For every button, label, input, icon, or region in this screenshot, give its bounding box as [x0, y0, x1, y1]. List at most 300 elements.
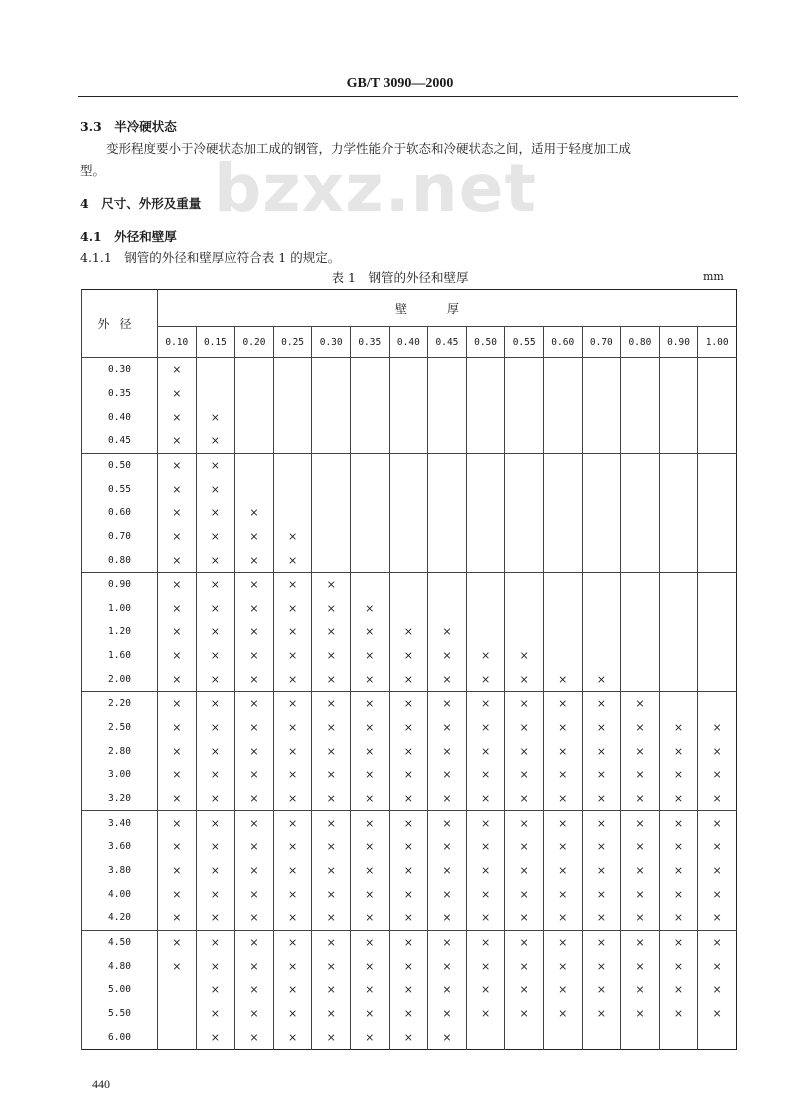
- availability-mark: ×: [505, 716, 544, 740]
- empty-cell: [273, 358, 312, 382]
- availability-mark: ×: [158, 644, 197, 668]
- table-row: [82, 882, 737, 906]
- availability-mark: ×: [505, 882, 544, 906]
- empty-cell: [659, 620, 698, 644]
- empty-cell: [312, 405, 351, 429]
- empty-cell: [428, 477, 467, 501]
- availability-mark: ×: [389, 978, 428, 1002]
- empty-cell: [350, 572, 389, 596]
- empty-cell: [466, 596, 505, 620]
- availability-mark: ×: [196, 978, 235, 1002]
- availability-mark: ×: [428, 763, 467, 787]
- empty-cell: [621, 382, 660, 406]
- empty-cell: [273, 477, 312, 501]
- empty-cell: [582, 453, 621, 477]
- availability-mark: ×: [582, 930, 621, 954]
- empty-cell: [698, 477, 737, 501]
- availability-mark: ×: [235, 572, 274, 596]
- availability-mark: ×: [312, 763, 351, 787]
- availability-mark: ×: [273, 859, 312, 883]
- empty-cell: [505, 572, 544, 596]
- empty-cell: [196, 358, 235, 382]
- empty-cell: [312, 453, 351, 477]
- empty-cell: [312, 382, 351, 406]
- availability-mark: ×: [582, 667, 621, 691]
- wall-thickness-13: 0.90: [659, 327, 698, 358]
- availability-mark: ×: [698, 763, 737, 787]
- empty-cell: [659, 667, 698, 691]
- availability-mark: ×: [273, 596, 312, 620]
- empty-cell: [698, 644, 737, 668]
- availability-mark: ×: [235, 882, 274, 906]
- availability-mark: ×: [235, 1025, 274, 1049]
- empty-cell: [389, 382, 428, 406]
- availability-mark: ×: [428, 1025, 467, 1049]
- availability-mark: ×: [158, 501, 197, 525]
- wall-thickness-1: 0.15: [196, 327, 235, 358]
- availability-mark: ×: [235, 1001, 274, 1025]
- availability-mark: ×: [428, 644, 467, 668]
- wall-thickness-9: 0.55: [505, 327, 544, 358]
- empty-cell: [582, 525, 621, 549]
- availability-mark: ×: [235, 692, 274, 716]
- availability-mark: ×: [158, 525, 197, 549]
- availability-mark: ×: [389, 811, 428, 835]
- availability-mark: ×: [621, 859, 660, 883]
- availability-mark: ×: [428, 620, 467, 644]
- empty-cell: [312, 501, 351, 525]
- availability-mark: ×: [543, 882, 582, 906]
- empty-cell: [273, 382, 312, 406]
- availability-mark: ×: [196, 429, 235, 453]
- empty-cell: [659, 692, 698, 716]
- empty-cell: [582, 572, 621, 596]
- availability-mark: ×: [196, 882, 235, 906]
- outer-diameter-cell: 4.80: [82, 954, 158, 978]
- availability-mark: ×: [582, 882, 621, 906]
- empty-cell: [659, 358, 698, 382]
- empty-cell: [659, 525, 698, 549]
- availability-mark: ×: [350, 859, 389, 883]
- availability-mark: ×: [273, 954, 312, 978]
- availability-mark: ×: [543, 859, 582, 883]
- availability-mark: ×: [659, 763, 698, 787]
- empty-cell: [698, 525, 737, 549]
- empty-cell: [621, 548, 660, 572]
- availability-mark: ×: [273, 835, 312, 859]
- availability-mark: ×: [350, 906, 389, 930]
- availability-mark: ×: [582, 954, 621, 978]
- empty-cell: [158, 1001, 197, 1025]
- availability-mark: ×: [466, 978, 505, 1002]
- availability-mark: ×: [235, 716, 274, 740]
- availability-mark: ×: [312, 978, 351, 1002]
- availability-mark: ×: [543, 835, 582, 859]
- availability-mark: ×: [466, 882, 505, 906]
- outer-diameter-cell: 5.50: [82, 1001, 158, 1025]
- empty-cell: [273, 405, 312, 429]
- empty-cell: [659, 382, 698, 406]
- empty-cell: [428, 358, 467, 382]
- empty-cell: [505, 429, 544, 453]
- section-3-3-heading: 3.3 半冷硬状态: [80, 119, 177, 134]
- empty-cell: [543, 572, 582, 596]
- empty-cell: [466, 429, 505, 453]
- availability-mark: ×: [273, 572, 312, 596]
- empty-cell: [389, 525, 428, 549]
- availability-mark: ×: [196, 763, 235, 787]
- availability-mark: ×: [698, 835, 737, 859]
- empty-cell: [621, 453, 660, 477]
- empty-cell: [466, 572, 505, 596]
- outer-diameter-cell: 3.20: [82, 787, 158, 811]
- outer-diameter-cell: 3.40: [82, 811, 158, 835]
- availability-mark: ×: [621, 787, 660, 811]
- availability-mark: ×: [350, 739, 389, 763]
- table-row: [82, 620, 737, 644]
- empty-cell: [698, 405, 737, 429]
- availability-mark: ×: [196, 954, 235, 978]
- empty-cell: [389, 596, 428, 620]
- availability-mark: ×: [389, 1001, 428, 1025]
- availability-mark: ×: [312, 667, 351, 691]
- table-row: [82, 930, 737, 954]
- empty-cell: [543, 429, 582, 453]
- availability-mark: ×: [466, 835, 505, 859]
- availability-mark: ×: [505, 644, 544, 668]
- wall-thickness-header: 壁厚: [158, 290, 737, 327]
- empty-cell: [543, 501, 582, 525]
- table-caption: 表 1 钢管的外径和壁厚: [331, 270, 469, 285]
- empty-cell: [659, 572, 698, 596]
- availability-mark: ×: [389, 739, 428, 763]
- watermark: bzxz.net: [214, 150, 538, 227]
- availability-mark: ×: [698, 739, 737, 763]
- empty-cell: [698, 620, 737, 644]
- empty-cell: [659, 501, 698, 525]
- table-row: [82, 978, 737, 1002]
- availability-mark: ×: [158, 954, 197, 978]
- availability-mark: ×: [659, 930, 698, 954]
- availability-mark: ×: [659, 716, 698, 740]
- availability-mark: ×: [350, 882, 389, 906]
- empty-cell: [350, 477, 389, 501]
- empty-cell: [505, 501, 544, 525]
- empty-cell: [466, 501, 505, 525]
- empty-cell: [158, 1025, 197, 1049]
- availability-mark: ×: [428, 667, 467, 691]
- section-4-1-1-body: 4.1.1 钢管的外径和壁厚应符合表 1 的规定。: [80, 250, 341, 265]
- availability-mark: ×: [312, 787, 351, 811]
- availability-mark: ×: [312, 954, 351, 978]
- availability-mark: ×: [235, 978, 274, 1002]
- availability-mark: ×: [273, 692, 312, 716]
- wall-thickness-12: 0.80: [621, 327, 660, 358]
- availability-mark: ×: [505, 811, 544, 835]
- empty-cell: [505, 453, 544, 477]
- availability-mark: ×: [505, 954, 544, 978]
- availability-mark: ×: [466, 692, 505, 716]
- empty-cell: [312, 358, 351, 382]
- empty-cell: [582, 596, 621, 620]
- availability-mark: ×: [158, 692, 197, 716]
- empty-cell: [428, 501, 467, 525]
- section-4-heading: 4 尺寸、外形及重量: [80, 196, 202, 211]
- table-row: [82, 716, 737, 740]
- availability-mark: ×: [698, 811, 737, 835]
- empty-cell: [389, 572, 428, 596]
- empty-cell: [466, 358, 505, 382]
- empty-cell: [389, 429, 428, 453]
- availability-mark: ×: [621, 692, 660, 716]
- table-row: [82, 501, 737, 525]
- availability-mark: ×: [389, 835, 428, 859]
- empty-cell: [312, 525, 351, 549]
- empty-cell: [428, 596, 467, 620]
- empty-cell: [621, 644, 660, 668]
- empty-cell: [505, 477, 544, 501]
- availability-mark: ×: [350, 787, 389, 811]
- availability-mark: ×: [350, 1001, 389, 1025]
- wall-thickness-7: 0.45: [428, 327, 467, 358]
- empty-cell: [350, 405, 389, 429]
- availability-mark: ×: [543, 787, 582, 811]
- availability-mark: ×: [273, 811, 312, 835]
- empty-cell: [543, 525, 582, 549]
- outer-diameter-cell: 5.00: [82, 978, 158, 1002]
- availability-mark: ×: [235, 501, 274, 525]
- availability-mark: ×: [350, 716, 389, 740]
- availability-mark: ×: [389, 644, 428, 668]
- availability-mark: ×: [235, 835, 274, 859]
- availability-mark: ×: [428, 882, 467, 906]
- empty-cell: [582, 358, 621, 382]
- empty-cell: [543, 596, 582, 620]
- availability-mark: ×: [582, 787, 621, 811]
- availability-mark: ×: [273, 763, 312, 787]
- header-rule: [78, 96, 738, 97]
- empty-cell: [273, 501, 312, 525]
- empty-cell: [312, 429, 351, 453]
- availability-mark: ×: [158, 716, 197, 740]
- availability-mark: ×: [543, 692, 582, 716]
- empty-cell: [505, 405, 544, 429]
- empty-cell: [428, 382, 467, 406]
- empty-cell: [350, 501, 389, 525]
- availability-mark: ×: [158, 787, 197, 811]
- outer-diameter-cell: 2.20: [82, 692, 158, 716]
- empty-cell: [389, 405, 428, 429]
- availability-mark: ×: [158, 477, 197, 501]
- empty-cell: [621, 620, 660, 644]
- availability-mark: ×: [235, 954, 274, 978]
- availability-mark: ×: [273, 978, 312, 1002]
- empty-cell: [698, 453, 737, 477]
- availability-mark: ×: [389, 906, 428, 930]
- empty-cell: [505, 620, 544, 644]
- empty-cell: [659, 477, 698, 501]
- empty-cell: [389, 501, 428, 525]
- availability-mark: ×: [466, 644, 505, 668]
- empty-cell: [312, 477, 351, 501]
- availability-mark: ×: [196, 644, 235, 668]
- empty-cell: [505, 1025, 544, 1049]
- availability-mark: ×: [235, 620, 274, 644]
- table-row: [82, 1001, 737, 1025]
- availability-mark: ×: [158, 835, 197, 859]
- availability-mark: ×: [196, 835, 235, 859]
- availability-mark: ×: [158, 358, 197, 382]
- availability-mark: ×: [698, 906, 737, 930]
- section-3-3-body-line-1: 变形程度要小于冷硬状态加工成的钢管，力学性能介于软态和冷硬状态之间，适用于轻度加工成: [106, 141, 632, 156]
- availability-mark: ×: [235, 859, 274, 883]
- availability-mark: ×: [698, 1001, 737, 1025]
- availability-mark: ×: [196, 739, 235, 763]
- availability-mark: ×: [543, 930, 582, 954]
- empty-cell: [543, 358, 582, 382]
- outer-diameter-cell: 0.30: [82, 358, 158, 382]
- wall-thickness-2: 0.20: [235, 327, 274, 358]
- availability-mark: ×: [621, 882, 660, 906]
- wall-thickness-11: 0.70: [582, 327, 621, 358]
- availability-mark: ×: [196, 548, 235, 572]
- availability-mark: ×: [621, 1001, 660, 1025]
- availability-mark: ×: [235, 739, 274, 763]
- availability-mark: ×: [389, 1025, 428, 1049]
- empty-cell: [466, 525, 505, 549]
- empty-cell: [621, 596, 660, 620]
- empty-cell: [312, 548, 351, 572]
- empty-cell: [428, 548, 467, 572]
- wall-thickness-14: 1.00: [698, 327, 737, 358]
- availability-mark: ×: [158, 382, 197, 406]
- empty-cell: [582, 548, 621, 572]
- availability-mark: ×: [235, 763, 274, 787]
- empty-cell: [582, 382, 621, 406]
- empty-cell: [466, 620, 505, 644]
- availability-mark: ×: [389, 763, 428, 787]
- empty-cell: [659, 429, 698, 453]
- empty-cell: [350, 453, 389, 477]
- empty-cell: [428, 572, 467, 596]
- availability-mark: ×: [582, 835, 621, 859]
- availability-mark: ×: [543, 978, 582, 1002]
- availability-mark: ×: [466, 859, 505, 883]
- availability-mark: ×: [235, 596, 274, 620]
- availability-mark: ×: [235, 667, 274, 691]
- table-row: [82, 763, 737, 787]
- empty-cell: [659, 1025, 698, 1049]
- availability-mark: ×: [350, 763, 389, 787]
- availability-mark: ×: [505, 906, 544, 930]
- availability-mark: ×: [428, 906, 467, 930]
- empty-cell: [698, 667, 737, 691]
- availability-mark: ×: [428, 787, 467, 811]
- availability-mark: ×: [196, 620, 235, 644]
- empty-cell: [621, 477, 660, 501]
- availability-mark: ×: [350, 667, 389, 691]
- empty-cell: [389, 358, 428, 382]
- empty-cell: [698, 692, 737, 716]
- availability-mark: ×: [621, 739, 660, 763]
- table-row: [82, 525, 737, 549]
- table-row: [82, 859, 737, 883]
- availability-mark: ×: [621, 954, 660, 978]
- availability-mark: ×: [350, 620, 389, 644]
- standard-header: GB/T 3090—2000: [346, 76, 454, 91]
- availability-mark: ×: [235, 930, 274, 954]
- empty-cell: [428, 429, 467, 453]
- table-row: [82, 644, 737, 668]
- availability-mark: ×: [543, 811, 582, 835]
- table-row: [82, 572, 737, 596]
- availability-mark: ×: [312, 882, 351, 906]
- availability-mark: ×: [543, 906, 582, 930]
- availability-mark: ×: [235, 525, 274, 549]
- empty-cell: [582, 405, 621, 429]
- availability-mark: ×: [196, 930, 235, 954]
- empty-cell: [466, 405, 505, 429]
- availability-mark: ×: [659, 882, 698, 906]
- availability-mark: ×: [621, 716, 660, 740]
- availability-mark: ×: [196, 906, 235, 930]
- availability-mark: ×: [543, 716, 582, 740]
- outer-diameter-cell: 4.20: [82, 906, 158, 930]
- availability-mark: ×: [389, 716, 428, 740]
- table-row: [82, 382, 737, 406]
- outer-diameter-cell: 6.00: [82, 1025, 158, 1049]
- availability-mark: ×: [659, 978, 698, 1002]
- outer-diameter-cell: 0.45: [82, 429, 158, 453]
- availability-mark: ×: [196, 1025, 235, 1049]
- availability-mark: ×: [466, 667, 505, 691]
- empty-cell: [350, 382, 389, 406]
- wall-thickness-3: 0.25: [273, 327, 312, 358]
- empty-cell: [659, 596, 698, 620]
- availability-mark: ×: [428, 716, 467, 740]
- empty-cell: [621, 667, 660, 691]
- empty-cell: [582, 644, 621, 668]
- availability-mark: ×: [582, 692, 621, 716]
- availability-mark: ×: [350, 811, 389, 835]
- empty-cell: [505, 548, 544, 572]
- availability-mark: ×: [158, 429, 197, 453]
- empty-cell: [543, 453, 582, 477]
- empty-cell: [428, 405, 467, 429]
- availability-mark: ×: [235, 811, 274, 835]
- table-row: [82, 548, 737, 572]
- availability-mark: ×: [312, 1001, 351, 1025]
- empty-cell: [235, 453, 274, 477]
- availability-mark: ×: [698, 930, 737, 954]
- availability-mark: ×: [659, 906, 698, 930]
- availability-mark: ×: [312, 1025, 351, 1049]
- availability-mark: ×: [273, 620, 312, 644]
- availability-mark: ×: [196, 572, 235, 596]
- availability-mark: ×: [196, 811, 235, 835]
- availability-mark: ×: [273, 930, 312, 954]
- availability-mark: ×: [273, 644, 312, 668]
- empty-cell: [582, 1025, 621, 1049]
- wall-thickness-4: 0.30: [312, 327, 351, 358]
- availability-mark: ×: [312, 596, 351, 620]
- empty-cell: [505, 358, 544, 382]
- availability-mark: ×: [505, 859, 544, 883]
- empty-cell: [466, 1025, 505, 1049]
- availability-mark: ×: [312, 692, 351, 716]
- availability-mark: ×: [350, 930, 389, 954]
- availability-mark: ×: [428, 835, 467, 859]
